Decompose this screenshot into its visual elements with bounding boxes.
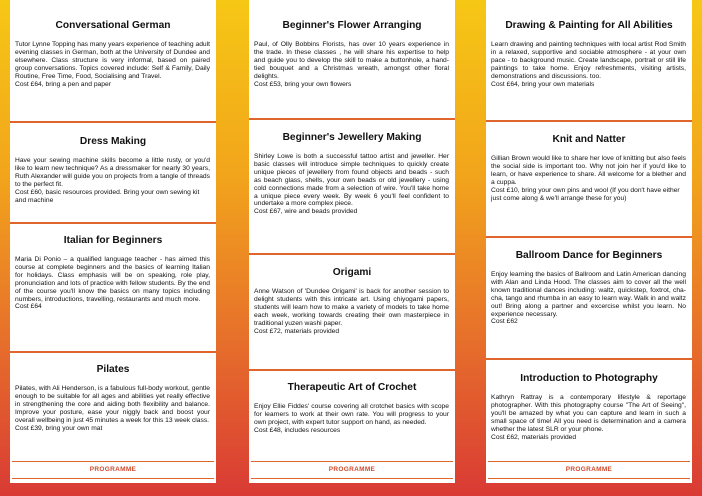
course-title: Drawing & Painting for All Abilities [505, 20, 673, 31]
course-cost: Cost £62 [491, 318, 518, 326]
course-cost: Cost £64, bring your own materials [491, 80, 595, 88]
brochure-column-3 [486, 0, 692, 483]
course-title: Origami [332, 267, 372, 278]
course-description: Enjoy Ellie Fiddes' course covering all crotchet basics with scope for learners to work at their own rate. You will progress to your own project, with expert tutor support on hand, as needed. [254, 403, 449, 426]
course-description: Tutor Lynne Topping has many years experience of teaching adult evening classes in German, both at the University of Dundee and elsewhere. Class structure is very informal, based on paired group conversations. Topics covered include: Self & Family, Daily Routine, Free Time, Food, Socialising and Travel. [15, 41, 210, 80]
footer-programme-label: PROGRAMME [328, 466, 376, 473]
section-divider [486, 358, 692, 360]
course-italian-for-beginners [10, 235, 216, 311]
course-description: Kathryn Rattray is a contemporary lifestyle & reportage photographer. With this photography course "The Art of Seeing", you'll be amazed by what you can capture and learn in such a small space of time! All you need is determination and a camera whether the latest SLR or your phone. [491, 394, 686, 433]
course-description: Pilates, with Ali Henderson, is a fabulous full-body workout, gentle enough to be suitable for all ages and abilities yet really effective in strengthening the core and aiding both flexibility and balance. Improve your posture, ease your niggly back and boost your overall wellbeing in just 45 minutes a week for this 13 week class. [15, 385, 210, 424]
section-divider [486, 120, 692, 122]
course-pilates [10, 364, 216, 432]
course-description: Maria Di Ponio – a qualified language teacher - has aimed this course at complete beginners and the basics of learning Italian for holidays. Class emphasis will be on speaking, role play, pronunciation and lots of practice with fellow students. By the end of the course you'll know the basics on many topics including numbers, introductions, travelling, restaurants and much more. [15, 256, 210, 303]
course-description: Learn drawing and painting techniques with local artist Rod Smith in a relaxed, supportive and sociable atmosphere - at your own pace - to background music. Create landscape, portrait or still life paintings to take home. Enjoy refreshments, visiting artists, demonstrations and discussions. too. [491, 41, 686, 80]
course-drawing-painting [486, 20, 692, 88]
course-cost: Cost £67, wire and beads provided [254, 208, 358, 216]
section-divider [10, 121, 216, 123]
course-title: Italian for Beginners [63, 235, 163, 246]
footer-programme-label: PROGRAMME [565, 466, 613, 473]
footer-divider [12, 461, 214, 462]
course-title: Therapeutic Art of Crochet [287, 382, 417, 393]
course-description: Gillian Brown would like to share her love of knitting but also feels the social side is important too. Why not join her if you'd like to learn, or have experience to share. All welcome for a blether and a cuppa. [491, 155, 686, 186]
course-cost: Cost £39, bring your own mat [15, 424, 103, 432]
course-title: Beginner's Jewellery Making [282, 132, 422, 143]
course-description: Shirley Lowe is both a successful tattoo artist and jeweller. Her basic classes will introduce simple techniques to quickly create unique pieces of jewellery from found objects and beads - such as beach glass, shells, your own beads or old jewellery - using cold connections made from a selection of wire. You'll take home a unique piece every week. By week 6 you'll feel confident to undertake a more complex piece. [254, 153, 449, 208]
course-title: Dress Making [79, 136, 147, 147]
course-description: Have your sewing machine skills become a little rusty, or you'd like to learn new technique? As a dressmaker for nearly 30 years, Ruth Alexander will guide you on projects from a tangle of threads to the perfect fit. [15, 157, 210, 188]
course-conversational-german [10, 20, 216, 88]
course-cost: Cost £64 [15, 303, 42, 311]
course-title: Pilates [96, 364, 130, 375]
section-divider [486, 236, 692, 238]
course-cost: Cost £62, materials provided [491, 433, 577, 441]
section-divider [249, 118, 455, 120]
course-title: Ballroom Dance for Beginners [515, 250, 663, 261]
course-ballroom-dance [486, 250, 692, 326]
course-title: Conversational German [55, 20, 171, 31]
course-cost: Cost £48, includes resources [254, 426, 341, 434]
course-photography [486, 373, 692, 441]
course-title: Beginner's Flower Arranging [282, 20, 422, 31]
footer-divider [251, 461, 453, 462]
section-divider [10, 351, 216, 353]
brochure-column-1 [10, 0, 216, 483]
course-jewellery-making [249, 132, 455, 216]
footer-programme-label: PROGRAMME [89, 466, 137, 473]
course-dress-making [10, 136, 216, 204]
footer-divider [251, 478, 453, 479]
section-divider [249, 369, 455, 371]
course-origami [249, 267, 455, 335]
course-title: Knit and Natter [552, 134, 626, 145]
course-description: Paul, of Olly Bobbins Florists, has over 10 years experience in the trade. In these classes , he will share his expertise to help and guide you to develop the skill to make a buttonhole, a hand-tied bouquet and a Christmas wreath, amongst other floral delights. [254, 41, 449, 80]
brochure-column-2 [249, 0, 455, 483]
course-description: Enjoy learning the basics of Ballroom and Latin American dancing with Alan and Linda Hood. The classes aim to cover all the well known traditional dances including: waltz, quickstep, foxtrot, cha-cha, tango and rhumba in an easy to learn way. Walk in and waltz out! Bring along a partner and excercise whilst you learn. No experience necessary. [491, 271, 686, 318]
course-cost: Cost £53, bring your own flowers [254, 80, 352, 88]
footer-divider [12, 478, 214, 479]
section-divider [10, 222, 216, 224]
course-cost: Cost £64, bring a pen and paper [15, 80, 111, 88]
section-divider [249, 253, 455, 255]
course-cost: Cost £72, materials provided [254, 327, 340, 335]
course-cost: Cost £60, basic resources provided. Bring your own sewing kit and machine [15, 188, 200, 204]
course-description: Anne Watson of 'Dundee Origami' is back for another session to delight students with this intricate art. Using chiyogami papers, students will learn how to make a variety of models to take home each week, working towards creating their own masterpiece in traditional yuzen washi paper. [254, 288, 449, 327]
footer-divider [488, 461, 690, 462]
course-flower-arranging [249, 20, 455, 88]
course-crochet [249, 382, 455, 435]
course-knit-and-natter [486, 134, 692, 202]
footer-divider [488, 478, 690, 479]
course-cost: Cost £10, bring your own pins and wool (If you don't have either just come along & we'll arrange these for you) [491, 186, 680, 202]
course-title: Introduction to Photography [520, 373, 658, 384]
